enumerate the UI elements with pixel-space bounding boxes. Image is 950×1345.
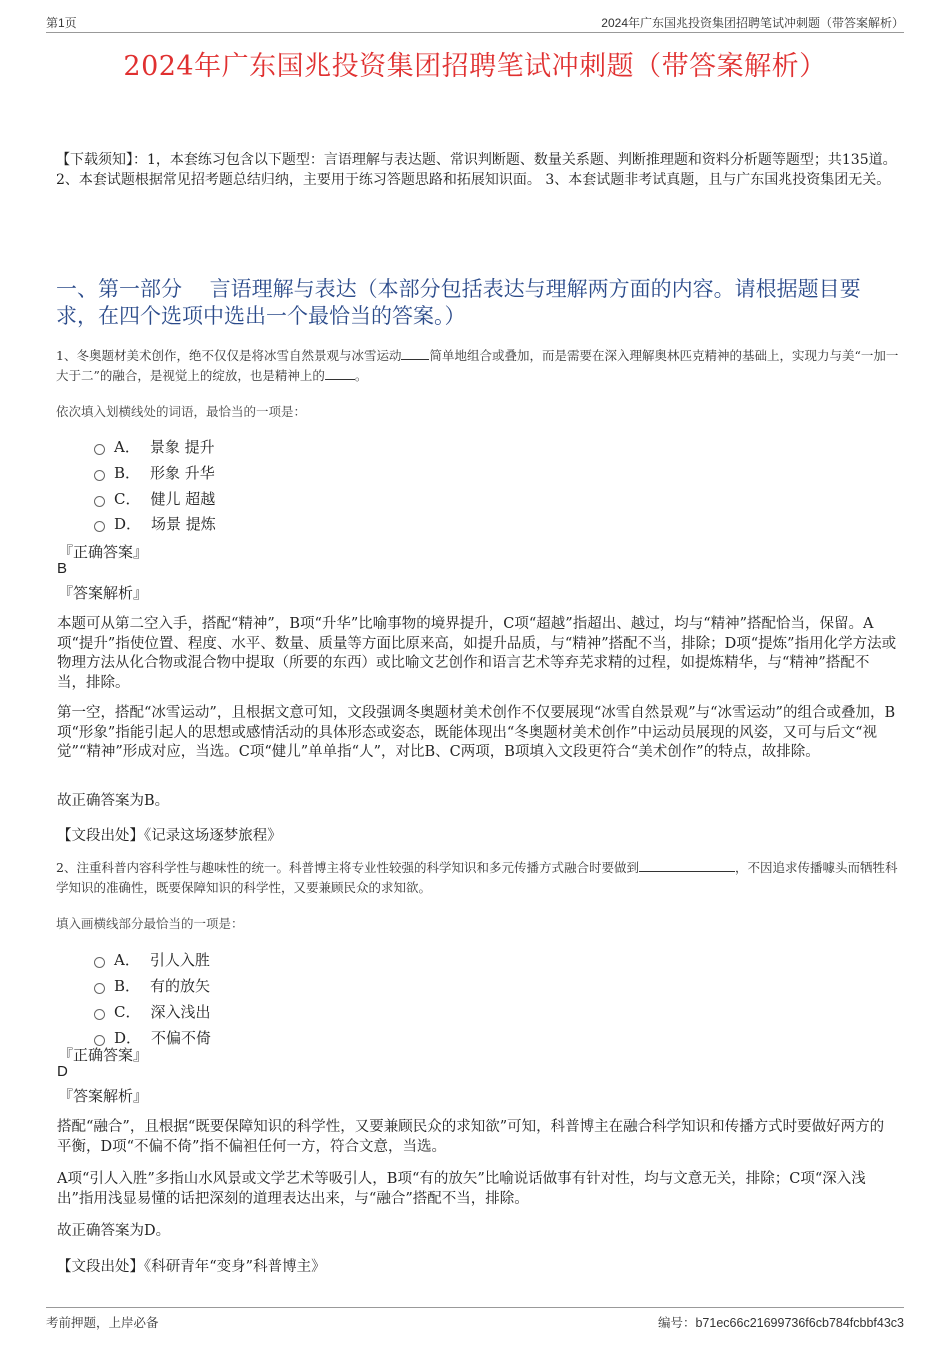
download-notice: 【下载须知】：1，本套练习包含以下题型：言语理解与表达题、常识判断题、数量关系题、判断推理题和资料分析题等题型；共135道。 2、本套试题根据常见招考题总结归纳，主要用于练习答题思路和拓展知识面。 3、本套试题非考试真题，且与广东国兆投资集团无关。 [56, 152, 897, 188]
question-2-source: 【文段出处】《科研青年“变身”科普博主》 [57, 1259, 326, 1275]
footer-doc-id: 编号：b71ec66c21699736f6cb784fcbbf43c3 [657, 1316, 904, 1330]
question-1-analysis-para-2: 第一空，搭配“冰雪运动”，且根据文意可知，文段强调冬奥题材美术创作不仅要展现“冰雪自然景观”与“冰雪运动”的组合或叠加，B项“形象”指能引起人的思想或感情活动的具体形态或姿态，既能体现出“冬奥题材美术创作”中运动员展现的风姿，又可与后文“视觉”“精神”形成对应，当选。C项“健儿”单单指“人”，对比B、C两项，B项填入文段更符合“美术创作”的特点，故排除。 [57, 705, 896, 760]
question-1-source: 【文段出处】《记录这场逐梦旅程》 [57, 828, 282, 844]
question-1-analysis-label: 『答案解析』 [58, 584, 149, 602]
question-2-analysis-label: 『答案解析』 [58, 1087, 149, 1105]
page-header [46, 12, 904, 33]
question-2-text-part-b: ，不因追求传播噱头而牺牲科学知识的准确性，既要保障知识的科学性，又要兼顾民众的求知欲。 [56, 860, 898, 895]
radio-icon[interactable] [94, 957, 105, 968]
question-1-option-a[interactable]: A． 景象 提升 [94, 435, 215, 457]
question-2-option-c[interactable]: C． 深入浅出 [94, 1000, 211, 1022]
question-2-option-a[interactable]: A． 引人入胜 [94, 948, 210, 970]
footer-slogan: 考前押题，上岸必备 [46, 1316, 159, 1330]
question-1-answer-label: 『正确答案』 [58, 543, 149, 561]
question-1-analysis-para-3: 故正确答案为B。 [57, 793, 170, 809]
question-1-option-c[interactable]: C． 健儿 超越 [94, 487, 215, 509]
question-1-prompt: 依次填入划横线处的词语，最恰当的一项是： [56, 404, 307, 419]
question-2-prompt: 填入画横线部分最恰当的一项是： [56, 916, 244, 931]
radio-icon[interactable] [94, 521, 105, 532]
radio-icon[interactable] [94, 983, 105, 994]
question-2-text [56, 858, 902, 898]
question-1-blank-2 [325, 367, 355, 380]
question-1-option-b[interactable]: B． 形象 升华 [94, 461, 215, 483]
radio-icon[interactable] [94, 470, 105, 481]
question-2-option-b[interactable]: B． 有的放矢 [94, 974, 210, 996]
question-1-answer: B [57, 560, 68, 577]
page-footer [46, 1307, 904, 1330]
question-1-blank-1 [401, 347, 429, 360]
radio-icon[interactable] [94, 496, 105, 507]
radio-icon[interactable] [94, 444, 105, 455]
question-1-analysis-para-1: 本题可从第二空入手，搭配“精神”，B项“升华”比喻事物的境界提升，C项“超越”指超出、越过，均与“精神”搭配恰当，保留。A项“提升”指使位置、程度、水平、数量、质量等方面比原来高，如提升品质，与“精神”搭配不当，排除；D项“提炼”指用化学方法或物理方法从化合物或混合物中提取（所要的东西）或比喻文艺创作和语言艺术等弃芜求精的过程，如提炼精华，与“精神”搭配不当，排除。 [57, 616, 897, 691]
question-2-answer-label: 『正确答案』 [58, 1046, 149, 1064]
question-2-blank [639, 859, 735, 872]
document-title: 2024年广东国兆投资集团招聘笔试冲刺题（带答案解析） [123, 51, 827, 82]
page-number: 第1页 [46, 16, 77, 30]
question-1-text-part-b: 简单地组合或叠加，而是需要在深入理解奥林匹克精神的基础上，实现力与美“一加一大于二”的融合，是视觉上的绽放，也是精神上的 [56, 348, 899, 383]
question-1-text-part-c: 。 [354, 368, 368, 383]
question-2-answer: D [57, 1063, 68, 1080]
question-1-text-part-a: 1、冬奥题材美术创作，绝不仅仅是将冰雪自然景观与冰雪运动 [56, 348, 402, 363]
question-2-option-d[interactable]: D． 不偏不倚 [94, 1026, 211, 1048]
section-title: 一、第一部分 言语理解与表达（本部分包括表达与理解两方面的内容。请根据题目要求，在四个选项中选出一个最恰当的答案。） [56, 277, 861, 328]
question-2-text-part-a: 2、注重科普内容科学性与趣味性的统一。科普博主将专业性较强的科学知识和多元传播方式融合时要做到 [56, 860, 639, 875]
question-1-text [56, 346, 902, 386]
radio-icon[interactable] [94, 1009, 105, 1020]
question-2-analysis-para-3: 故正确答案为D。 [57, 1223, 171, 1239]
question-2-analysis-para-2: A项“引人入胜”多指山水风景或文学艺术等吸引人，B项“有的放矢”比喻说话做事有针对性，均与文意无关，排除；C项“深入浅出”指用浅显易懂的话把深刻的道理表达出来，与“融合”搭配不当，排除。 [57, 1171, 866, 1207]
header-doc-title: 2024年广东国兆投资集团招聘笔试冲刺题（带答案解析） [601, 16, 904, 30]
question-1-option-d[interactable]: D． 场景 提炼 [94, 512, 216, 534]
question-2-analysis-para-1: 搭配“融合”，且根据“既要保障知识的科学性，又要兼顾民众的求知欲”可知，科普博主在融合科学知识和传播方式时要做好两方的平衡，D项“不偏不倚”指不偏袒任何一方，符合文意，当选。 [57, 1119, 885, 1155]
